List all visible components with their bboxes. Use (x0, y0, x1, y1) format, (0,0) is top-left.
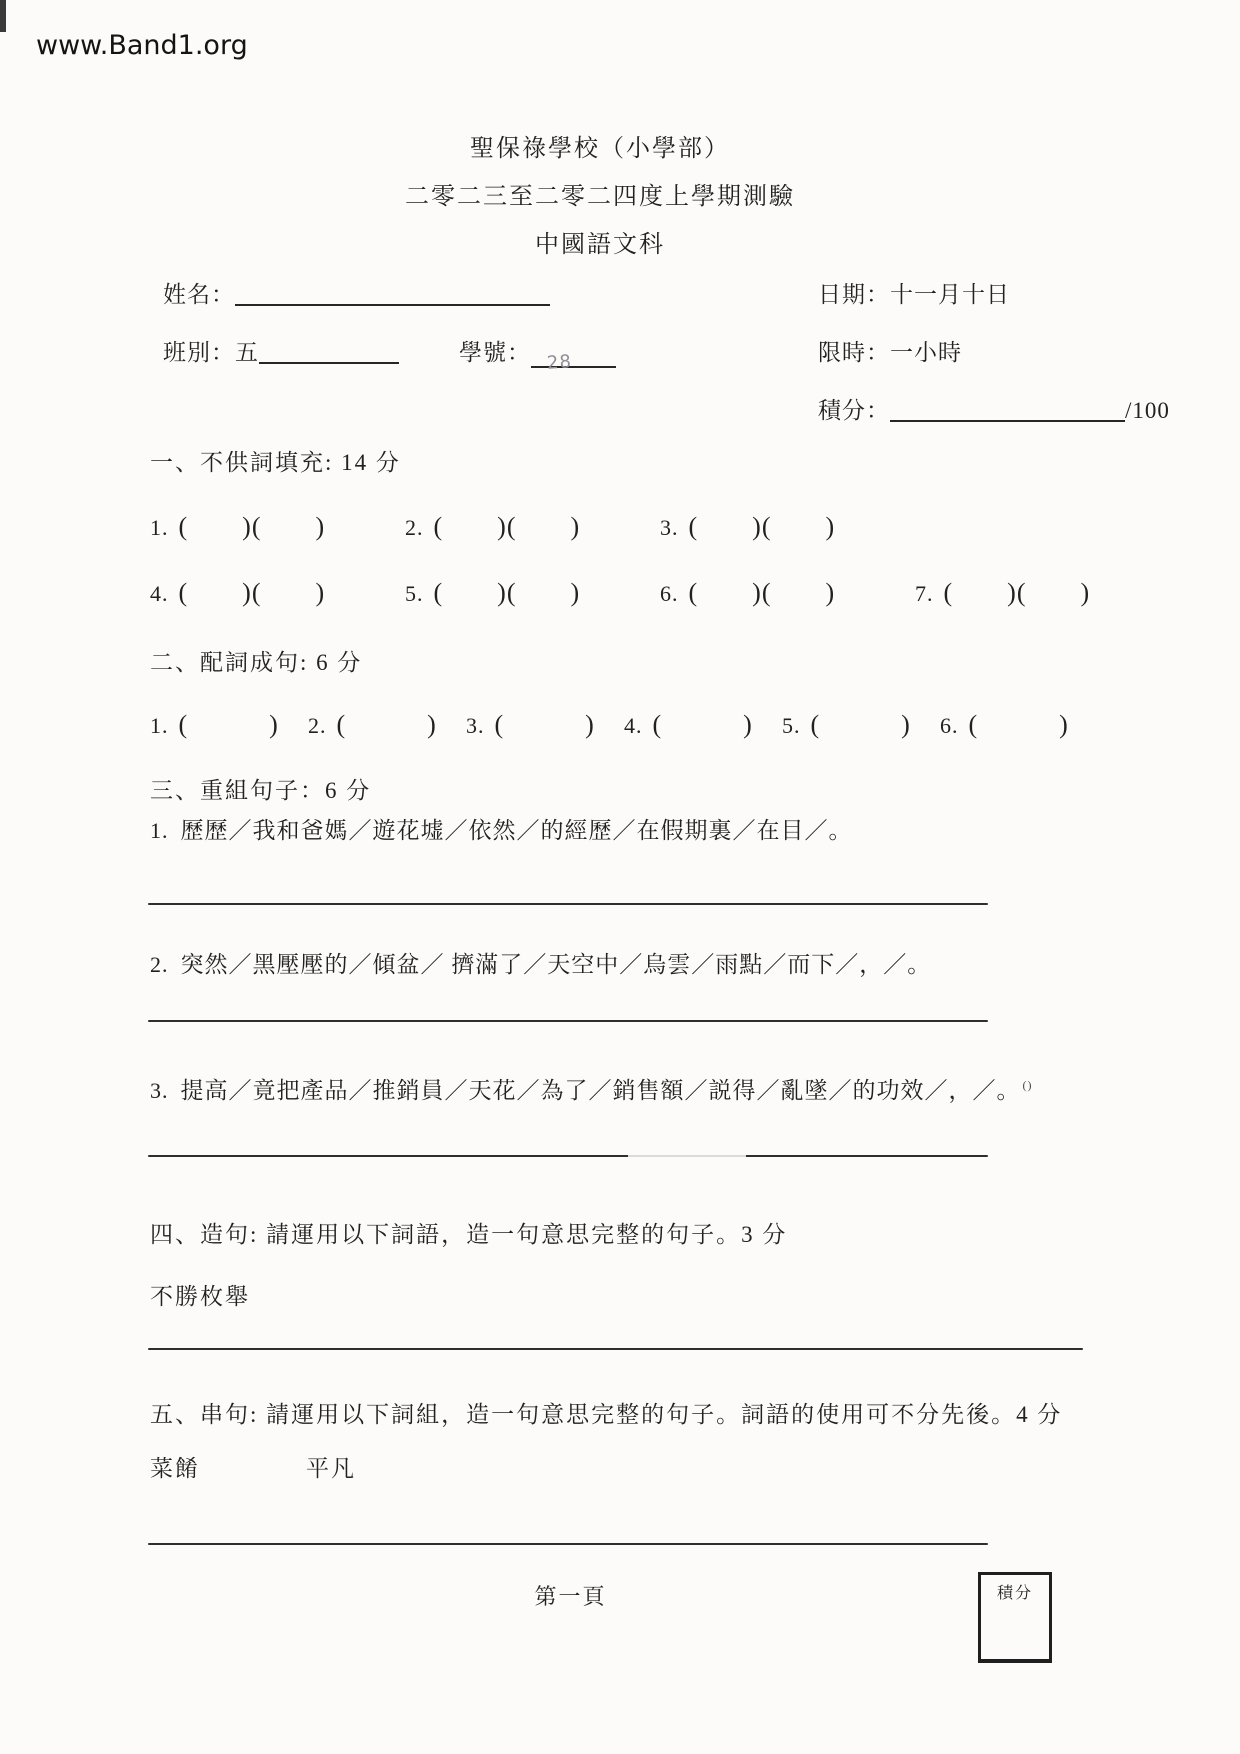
answer-blank: ( ) (494, 710, 595, 739)
match-item-5 (782, 704, 940, 741)
match-item-6 (940, 704, 1098, 741)
name-label: 姓名： (163, 282, 235, 307)
answer-blank: ( )( ) (433, 578, 581, 607)
class-value: 五 (235, 340, 259, 365)
watermark: www.Band1.org (36, 30, 248, 61)
answer-line-5 (148, 1543, 988, 1545)
answer-blank: ( )( ) (688, 578, 836, 607)
question-number: 7. (915, 581, 934, 606)
time-limit-label: 限時： (818, 340, 890, 365)
section4-word: 不勝枚舉 (150, 1284, 250, 1309)
school-name: 聖保祿學校（小學部） (470, 136, 730, 162)
section5-word-2: 平凡 (306, 1456, 356, 1481)
fill-in-item-3 (660, 506, 915, 543)
question-number: 3. (150, 1078, 169, 1103)
fill-in-row-2 (150, 572, 1170, 609)
score-blank-line (890, 398, 1125, 422)
question-number: 4. (150, 581, 169, 606)
answer-line-3 (148, 1155, 988, 1157)
class-row (163, 334, 616, 374)
answer-line-1 (148, 903, 988, 905)
question-number: 5. (782, 713, 801, 738)
answer-blank: ( ) (336, 710, 437, 739)
date-label: 日期： (818, 282, 890, 307)
answer-blank: ( )( ) (688, 512, 836, 541)
fill-in-item-5 (405, 572, 660, 609)
score-row (818, 392, 1170, 425)
match-item-2 (308, 704, 466, 741)
answer-line-4 (148, 1348, 1083, 1350)
section4-header: 四、造句: 請運用以下詞語，造一句意思完整的句子。3 分 (150, 1222, 788, 1247)
fill-in-item-4 (150, 572, 405, 609)
section5-word-1: 菜餚 (150, 1456, 200, 1481)
fill-in-row-1 (150, 506, 915, 543)
name-row (163, 276, 550, 309)
sentence-text: 突然／黑壓壓的／傾盆／ 擠滿了／天空中／烏雲／雨點／而下／，／。 (180, 952, 932, 977)
score-total: /100 (1125, 398, 1170, 423)
exam-term: 二零二三至二零二四度上學期測驗 (405, 184, 795, 210)
match-word-row (150, 704, 1098, 741)
fill-in-item-7 (915, 572, 1170, 609)
scan-speck: () (1022, 1078, 1033, 1093)
question-number: 2. (308, 713, 327, 738)
reorder-sentence-2 (150, 946, 931, 979)
match-item-3 (466, 704, 624, 741)
handwritten-student-no: 28 (546, 351, 573, 374)
match-item-4 (624, 704, 782, 741)
subject-title: 中國語文科 (535, 232, 665, 258)
time-limit-value: 一小時 (890, 340, 962, 365)
question-number: 5. (405, 581, 424, 606)
name-blank-line (235, 282, 550, 306)
question-number: 6. (940, 713, 959, 738)
question-number: 2. (150, 952, 169, 977)
reorder-sentence-1 (150, 812, 853, 845)
date-row (818, 276, 1010, 309)
question-number: 1. (150, 713, 169, 738)
class-blank-line (259, 340, 399, 364)
score-box-label: 積分 (996, 1585, 1033, 1602)
time-limit-row (818, 334, 962, 367)
section5-words (150, 1450, 356, 1483)
question-number: 6. (660, 581, 679, 606)
question-number: 3. (466, 713, 485, 738)
answer-blank: ( ) (810, 710, 911, 739)
score-box (978, 1572, 1052, 1663)
reorder-sentence-3 (150, 1072, 1033, 1105)
answer-blank: ( ) (968, 710, 1069, 739)
scan-edge-artifact (0, 0, 6, 32)
answer-blank: ( )( ) (943, 578, 1091, 607)
fill-in-item-2 (405, 506, 660, 543)
page-number: 第一頁 (534, 1584, 607, 1609)
sentence-text: 提高／竟把產品／推銷員／天花／為了／銷售額／説得／亂墜／的功效／，／。 (180, 1078, 1021, 1103)
section1-header: 一、不供詞填充: 14 分 (150, 450, 401, 475)
question-number: 1. (150, 515, 169, 540)
student-no-label: 學號： (459, 340, 531, 365)
section2-header: 二、配詞成句: 6 分 (150, 650, 363, 675)
student-no-blank-line (531, 344, 616, 374)
fill-in-item-6 (660, 572, 915, 609)
class-label: 班別： (163, 340, 235, 365)
answer-blank: ( ) (652, 710, 753, 739)
sentence-text: 歷歷／我和爸媽／遊花墟／依然／的經歷／在假期裏／在目／。 (180, 818, 853, 843)
match-item-1 (150, 704, 308, 741)
answer-blank: ( )( ) (433, 512, 581, 541)
question-number: 4. (624, 713, 643, 738)
date-value: 十一月十日 (890, 282, 1010, 307)
answer-line-2 (148, 1020, 988, 1022)
question-number: 3. (660, 515, 679, 540)
section3-header: 三、重組句子：6 分 (150, 778, 372, 803)
score-label: 積分： (818, 398, 890, 423)
section5-header: 五、串句: 請運用以下詞組，造一句意思完整的句子。詞語的使用可不分先後。4 分 (150, 1402, 1063, 1427)
answer-blank: ( )( ) (178, 512, 326, 541)
question-number: 1. (150, 818, 169, 843)
fill-in-item-1 (150, 506, 405, 543)
answer-blank: ( ) (178, 710, 279, 739)
answer-blank: ( )( ) (178, 578, 326, 607)
question-number: 2. (405, 515, 424, 540)
